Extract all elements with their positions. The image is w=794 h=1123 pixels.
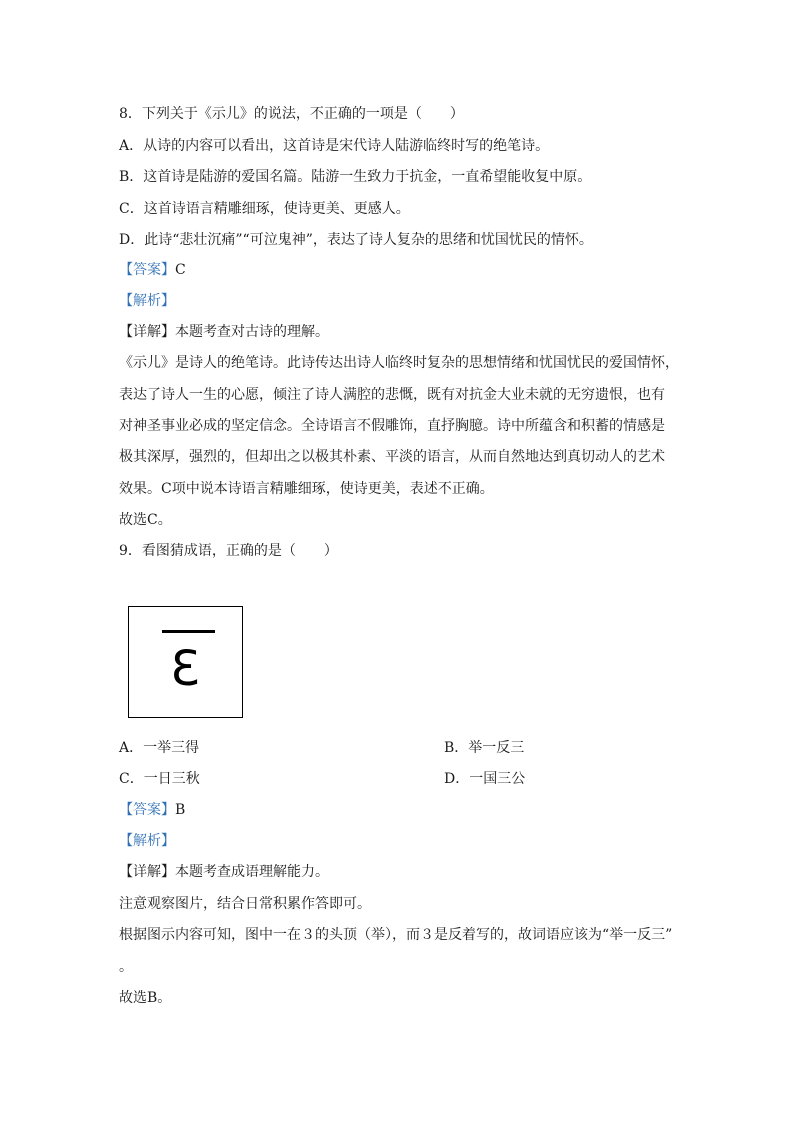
q8-conclusion: 故选C。 (119, 512, 172, 528)
q9-conclusion: 故选B。 (119, 990, 172, 1006)
question-9-stem: 9．看图猜成语，正确的是（ ） (119, 543, 338, 559)
q8-option-b: B．这首诗是陆游的爱国名篇。陆游一生致力于抗金，一直希望能收复中原。 (119, 169, 592, 185)
q9-detail: 本题考查成语理解能力。 (175, 864, 329, 880)
q8-explanation-line-5: 效果。C项中说本诗语言精雕细琢，使诗更美，表述不正确。 (119, 481, 494, 497)
figure-reversed-three: 3 (170, 641, 201, 697)
figure-bar-one (162, 630, 215, 633)
q9-answer-line (119, 800, 185, 820)
q8-detail-line (119, 322, 329, 342)
q9-analysis-heading (119, 831, 175, 851)
q8-option-a: A．从诗的内容可以看出，这首诗是宋代诗人陆游临终时写的绝笔诗。 (119, 138, 550, 154)
q8-option-c: C．这首诗语言精雕细琢，使诗更美、更感人。 (119, 201, 410, 217)
analysis-tag: 【解析】 (119, 833, 175, 849)
q9-explanation-line-3: 。 (119, 959, 133, 975)
q8-detail: 本题考查对古诗的理解。 (175, 324, 329, 340)
q8-explanation-line-2: 表达了诗人一生的心愿，倾注了诗人满腔的悲慨，既有对抗金大业未就的无穷遗恨，也有 (119, 387, 665, 403)
answer-tag: 【答案】 (119, 802, 175, 818)
q9-option-a: A．一举三得 (119, 740, 200, 756)
q9-option-d: D．一国三公 (444, 771, 526, 787)
question-8-stem: 8．下列关于《示儿》的说法，不正确的一项是（ ） (119, 106, 464, 122)
q9-answer: B (175, 802, 186, 818)
q8-answer-line (119, 260, 186, 280)
idiom-puzzle-figure (128, 606, 243, 718)
analysis-tag: 【解析】 (119, 293, 175, 309)
q8-explanation-line-3: 对神圣事业必成的坚定信念。全诗语言不假雕饰，直抒胸臆。诗中所蕴含和积蓄的情感是 (119, 418, 665, 434)
detail-tag: 【详解】 (119, 324, 175, 340)
q8-analysis-heading (119, 291, 175, 311)
q8-explanation-line-4: 极其深厚，强烈的，但却出之以极其朴素、平淡的语言，从而自然地达到真切动人的艺术 (119, 449, 665, 465)
q9-option-c: C．一日三秋 (119, 771, 200, 787)
q9-detail-line (119, 862, 329, 882)
answer-tag: 【答案】 (119, 262, 175, 278)
q8-option-d: D．此诗“悲壮沉痛”“可泣鬼神”，表达了诗人复杂的思绪和忧国忧民的情怀。 (119, 232, 593, 248)
q9-option-b: B．举一反三 (444, 740, 525, 756)
q8-explanation-line-1: 《示儿》是诗人的绝笔诗。此诗传达出诗人临终时复杂的思想情绪和忧国忧民的爱国情怀， (119, 355, 679, 371)
detail-tag: 【详解】 (119, 864, 175, 880)
q8-answer: C (175, 262, 186, 278)
q9-explanation-line-1: 注意观察图片，结合日常积累作答即可。 (119, 896, 371, 912)
q9-explanation-line-2: 根据图示内容可知，图中一在３的头顶（举），而３是反着写的，故词语应该为“举一反三” (119, 927, 673, 943)
